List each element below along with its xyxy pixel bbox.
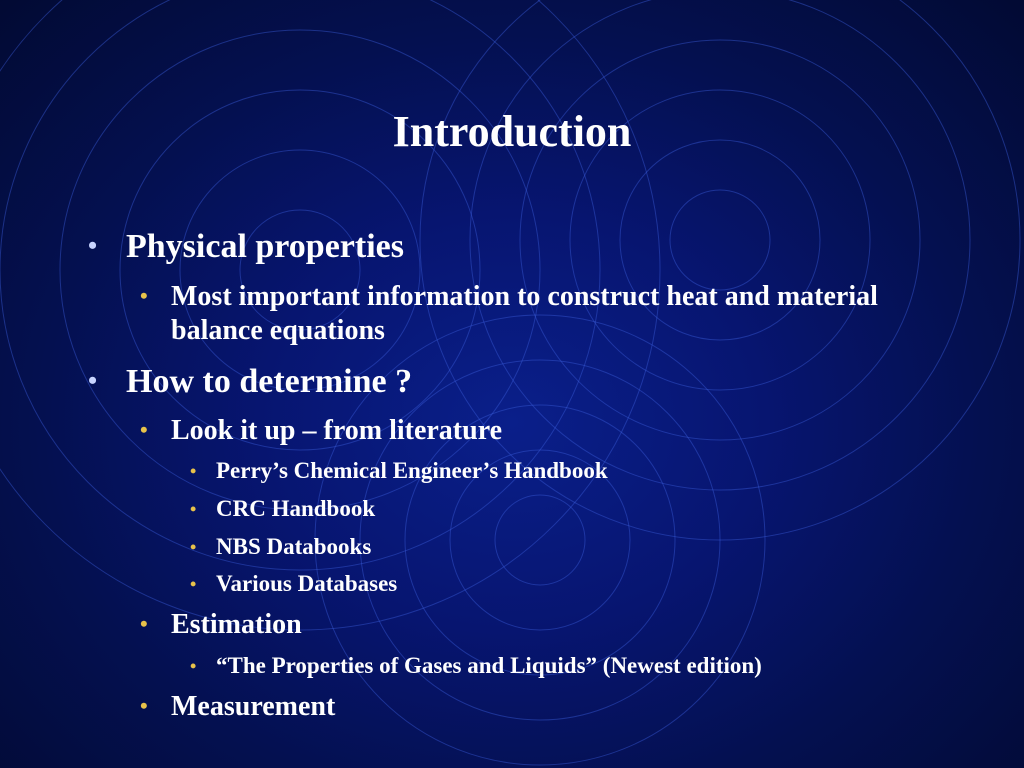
bullet-text: Most important information to construct heat and material balance equations: [171, 281, 878, 346]
bullet-item: [190, 570, 950, 598]
bullet-text: Perry’s Chemical Engineer’s Handbook: [216, 458, 608, 483]
bullet-item: [190, 495, 950, 523]
slide-title: Introduction: [392, 107, 632, 156]
bullet-text: How to determine ?: [126, 363, 413, 400]
bullet-item: [190, 457, 950, 485]
bullet-text: CRC Handbook: [216, 496, 376, 521]
bullet-dot-icon: •: [140, 611, 148, 636]
bullet-dot-icon: •: [190, 656, 197, 676]
bullet-dot-icon: •: [88, 231, 98, 260]
bullet-dot-icon: •: [190, 499, 197, 519]
bullet-dot-icon: •: [140, 693, 148, 718]
bullet-item: [140, 280, 920, 348]
bullet-dot-icon: •: [190, 537, 197, 557]
bullet-item: [190, 533, 950, 561]
bullet-item: [140, 414, 920, 448]
bullet-item: [88, 364, 968, 400]
bullet-text: Measurement: [171, 691, 336, 722]
bullet-item: [190, 652, 970, 680]
bullet-dot-icon: •: [140, 417, 148, 442]
bullet-text: Physical properties: [126, 228, 404, 265]
bullet-item: [140, 608, 920, 642]
bullet-item: [88, 229, 968, 265]
bullet-text: “The Properties of Gases and Liquids” (Newest edition): [216, 653, 762, 678]
bullet-item: [140, 690, 920, 724]
bullet-text: NBS Databooks: [216, 534, 372, 559]
bullet-text: Look it up – from literature: [171, 415, 503, 446]
bullet-text: Various Databases: [216, 571, 398, 596]
bullet-text: Estimation: [171, 609, 302, 640]
bullet-dot-icon: •: [190, 461, 197, 481]
bullet-dot-icon: •: [140, 283, 148, 308]
bullet-dot-icon: •: [190, 574, 197, 594]
bullet-dot-icon: •: [88, 366, 98, 395]
